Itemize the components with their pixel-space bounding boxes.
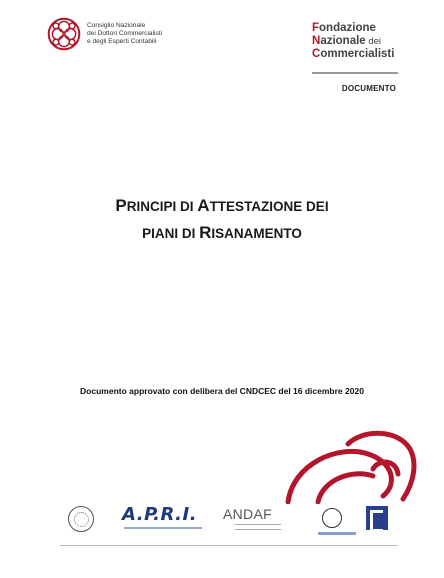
fnc-logo xyxy=(312,22,394,61)
title-line-1 xyxy=(0,193,444,220)
header-divider xyxy=(312,72,398,74)
partner-logos xyxy=(60,500,400,540)
university-tagline-bar xyxy=(318,532,356,535)
university-seal-icon xyxy=(68,506,94,532)
university-crest-icon xyxy=(322,508,342,528)
title-segment: ISANAMENTO xyxy=(211,226,302,241)
apri-logo: A.P.R.I. xyxy=(122,504,198,525)
fnc-line-1: Fondazione xyxy=(312,22,376,34)
title-segment: TTESTAZIONE DEI xyxy=(209,199,329,214)
document-label: DOCUMENTO xyxy=(341,84,396,93)
cndcec-emblem-icon xyxy=(46,16,82,52)
footer-divider xyxy=(60,545,398,546)
andaf-tagline-bar xyxy=(235,524,281,530)
cndcec-line-3: e degli Esperti Contabili xyxy=(87,38,157,45)
cndcec-name xyxy=(87,22,162,46)
title-segment: RINCIPI DI xyxy=(126,199,198,214)
fnc-line-3: Commercialisti xyxy=(312,48,395,60)
e-logo-icon xyxy=(366,506,388,530)
title-line-2 xyxy=(0,220,444,247)
fnc-line-2: Nazionale dei xyxy=(312,34,382,47)
apri-tagline-bar xyxy=(124,527,202,529)
title-segment: P xyxy=(115,196,127,215)
title-segment: A xyxy=(197,196,210,215)
cndcec-line-1: Consiglio Nazionale xyxy=(87,22,146,29)
document-title xyxy=(0,193,444,247)
title-segment: R xyxy=(199,223,212,242)
andaf-logo: ANDAF xyxy=(223,506,272,522)
approval-note: Documento approvato con delibera del CNDCEC del 16 dicembre 2020 xyxy=(80,386,364,396)
title-segment: PIANI DI xyxy=(142,226,200,241)
cndcec-line-2: dei Dottori Commercialisti xyxy=(87,30,163,37)
cndcec-logo xyxy=(46,16,162,52)
decorative-swirl-icon xyxy=(278,424,418,504)
